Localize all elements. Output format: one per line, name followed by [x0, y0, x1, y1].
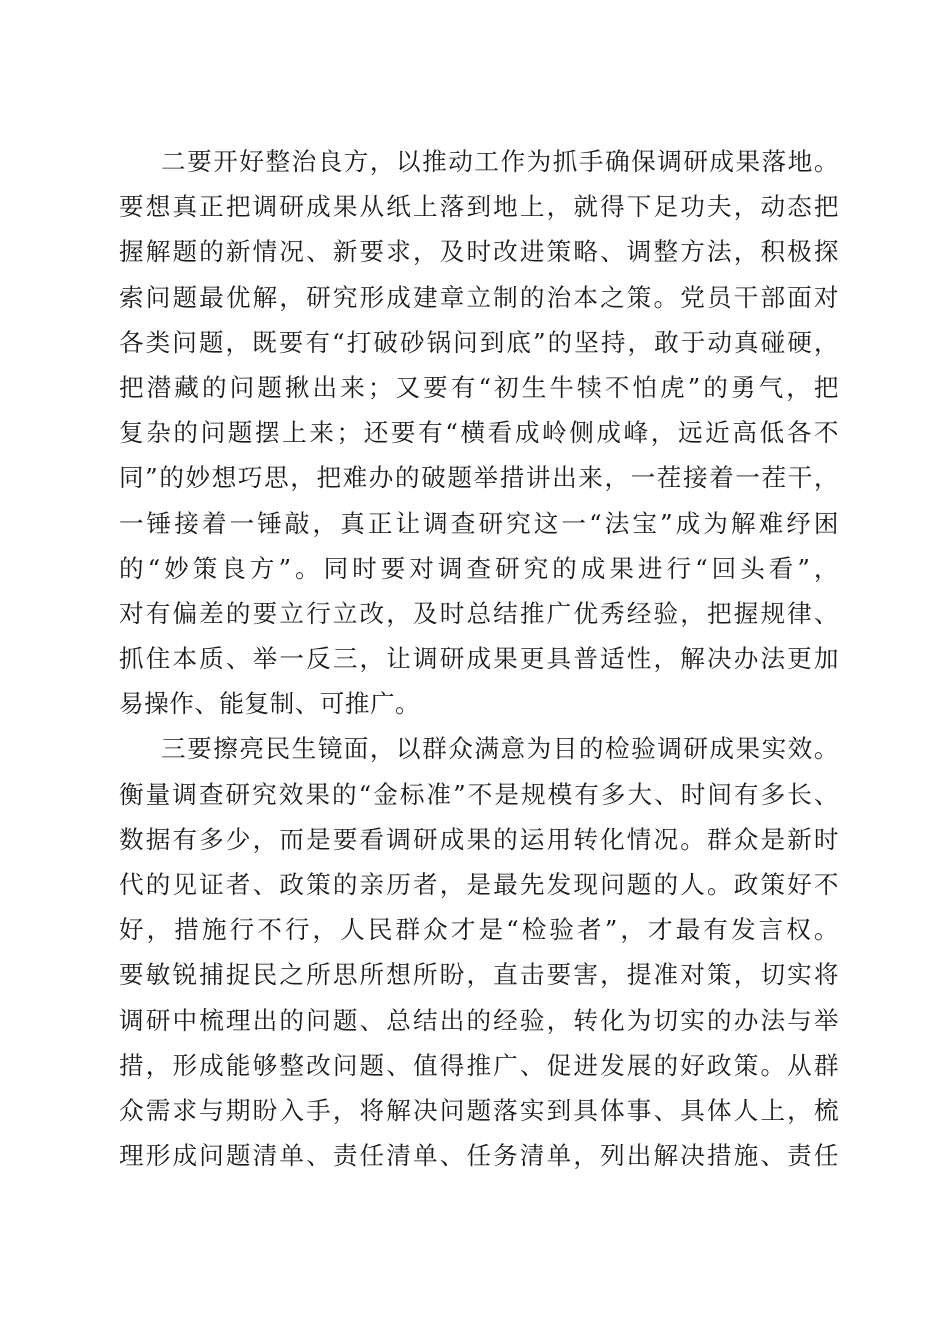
- paragraph-line: 要敏锐捕捉民之所思所想所盼，直击要害，提准对策，切实将: [119, 960, 839, 990]
- paragraph-line: 措，形成能够整改问题、值得推广、促进发展的好政策。从群: [119, 1050, 839, 1080]
- paragraph-line: 众需求与期盼入手，将解决问题落实到具体事、具体人上，梳: [119, 1095, 839, 1125]
- document-body: [119, 139, 839, 1178]
- paragraph-1: [119, 139, 839, 726]
- paragraph-line: 二要开好整治良方，以推动工作为抓手确保调研成果落地。: [161, 147, 839, 176]
- paragraph-line: 三要擦亮民生镜面，以群众满意为目的检验调研成果实效。: [161, 734, 839, 764]
- paragraph-line: 代的见证者、政策的亲历者，是最先发现问题的人。政策好不: [119, 870, 839, 899]
- paragraph-line: 好，措施行不行，人民群众才是“检验者”，才最有发言权。: [119, 915, 839, 945]
- paragraph-line: 握解题的新情况、新要求，及时改进策略、调整方法，积极探: [119, 237, 839, 267]
- paragraph-2: [119, 726, 839, 1178]
- paragraph-line: 要想真正把调研成果从纸上落到地上，就得下足功夫，动态把: [119, 192, 839, 222]
- paragraph-line: 把潜藏的问题揪出来；又要有“初生牛犊不怕虎”的勇气，把: [119, 372, 839, 402]
- paragraph-line: 同”的妙想巧思，把难办的破题举措讲出来，一茬接着一茬干，: [119, 463, 839, 493]
- paragraph-line: 易操作、能复制、可推广。: [119, 689, 421, 719]
- paragraph-line: 的“妙策良方”。同时要对调查研究的成果进行“回头看”，: [119, 553, 839, 583]
- paragraph-line: 抓住本质、举一反三，让调研成果更具普适性，解决办法更加: [119, 644, 839, 674]
- paragraph-line: 理形成问题清单、责任清单、任务清单，列出解决措施、责任: [119, 1141, 839, 1171]
- paragraph-line: 调研中梳理出的问题、总结出的经验，转化为切实的办法与举: [119, 1005, 839, 1035]
- paragraph-line: 一锤接着一锤敲，真正让调查研究这一“法宝”成为解难纾困: [119, 508, 839, 538]
- paragraph-line: 数据有多少，而是要看调研成果的运用转化情况。群众是新时: [119, 824, 839, 854]
- paragraph-line: 复杂的问题摆上来；还要有“横看成岭侧成峰，远近高低各不: [119, 418, 839, 448]
- paragraph-line: 衡量调查研究效果的“金标准”不是规模有多大、时间有多长、: [119, 779, 839, 809]
- paragraph-line: 对有偏差的要立行立改，及时总结推广优秀经验，把握规律、: [119, 598, 839, 628]
- paragraph-line: 索问题最优解，研究形成建章立制的治本之策。党员干部面对: [119, 282, 839, 312]
- paragraph-line: 各类问题，既要有“打破砂锅问到底”的坚持，敢于动真碰硬，: [119, 327, 839, 357]
